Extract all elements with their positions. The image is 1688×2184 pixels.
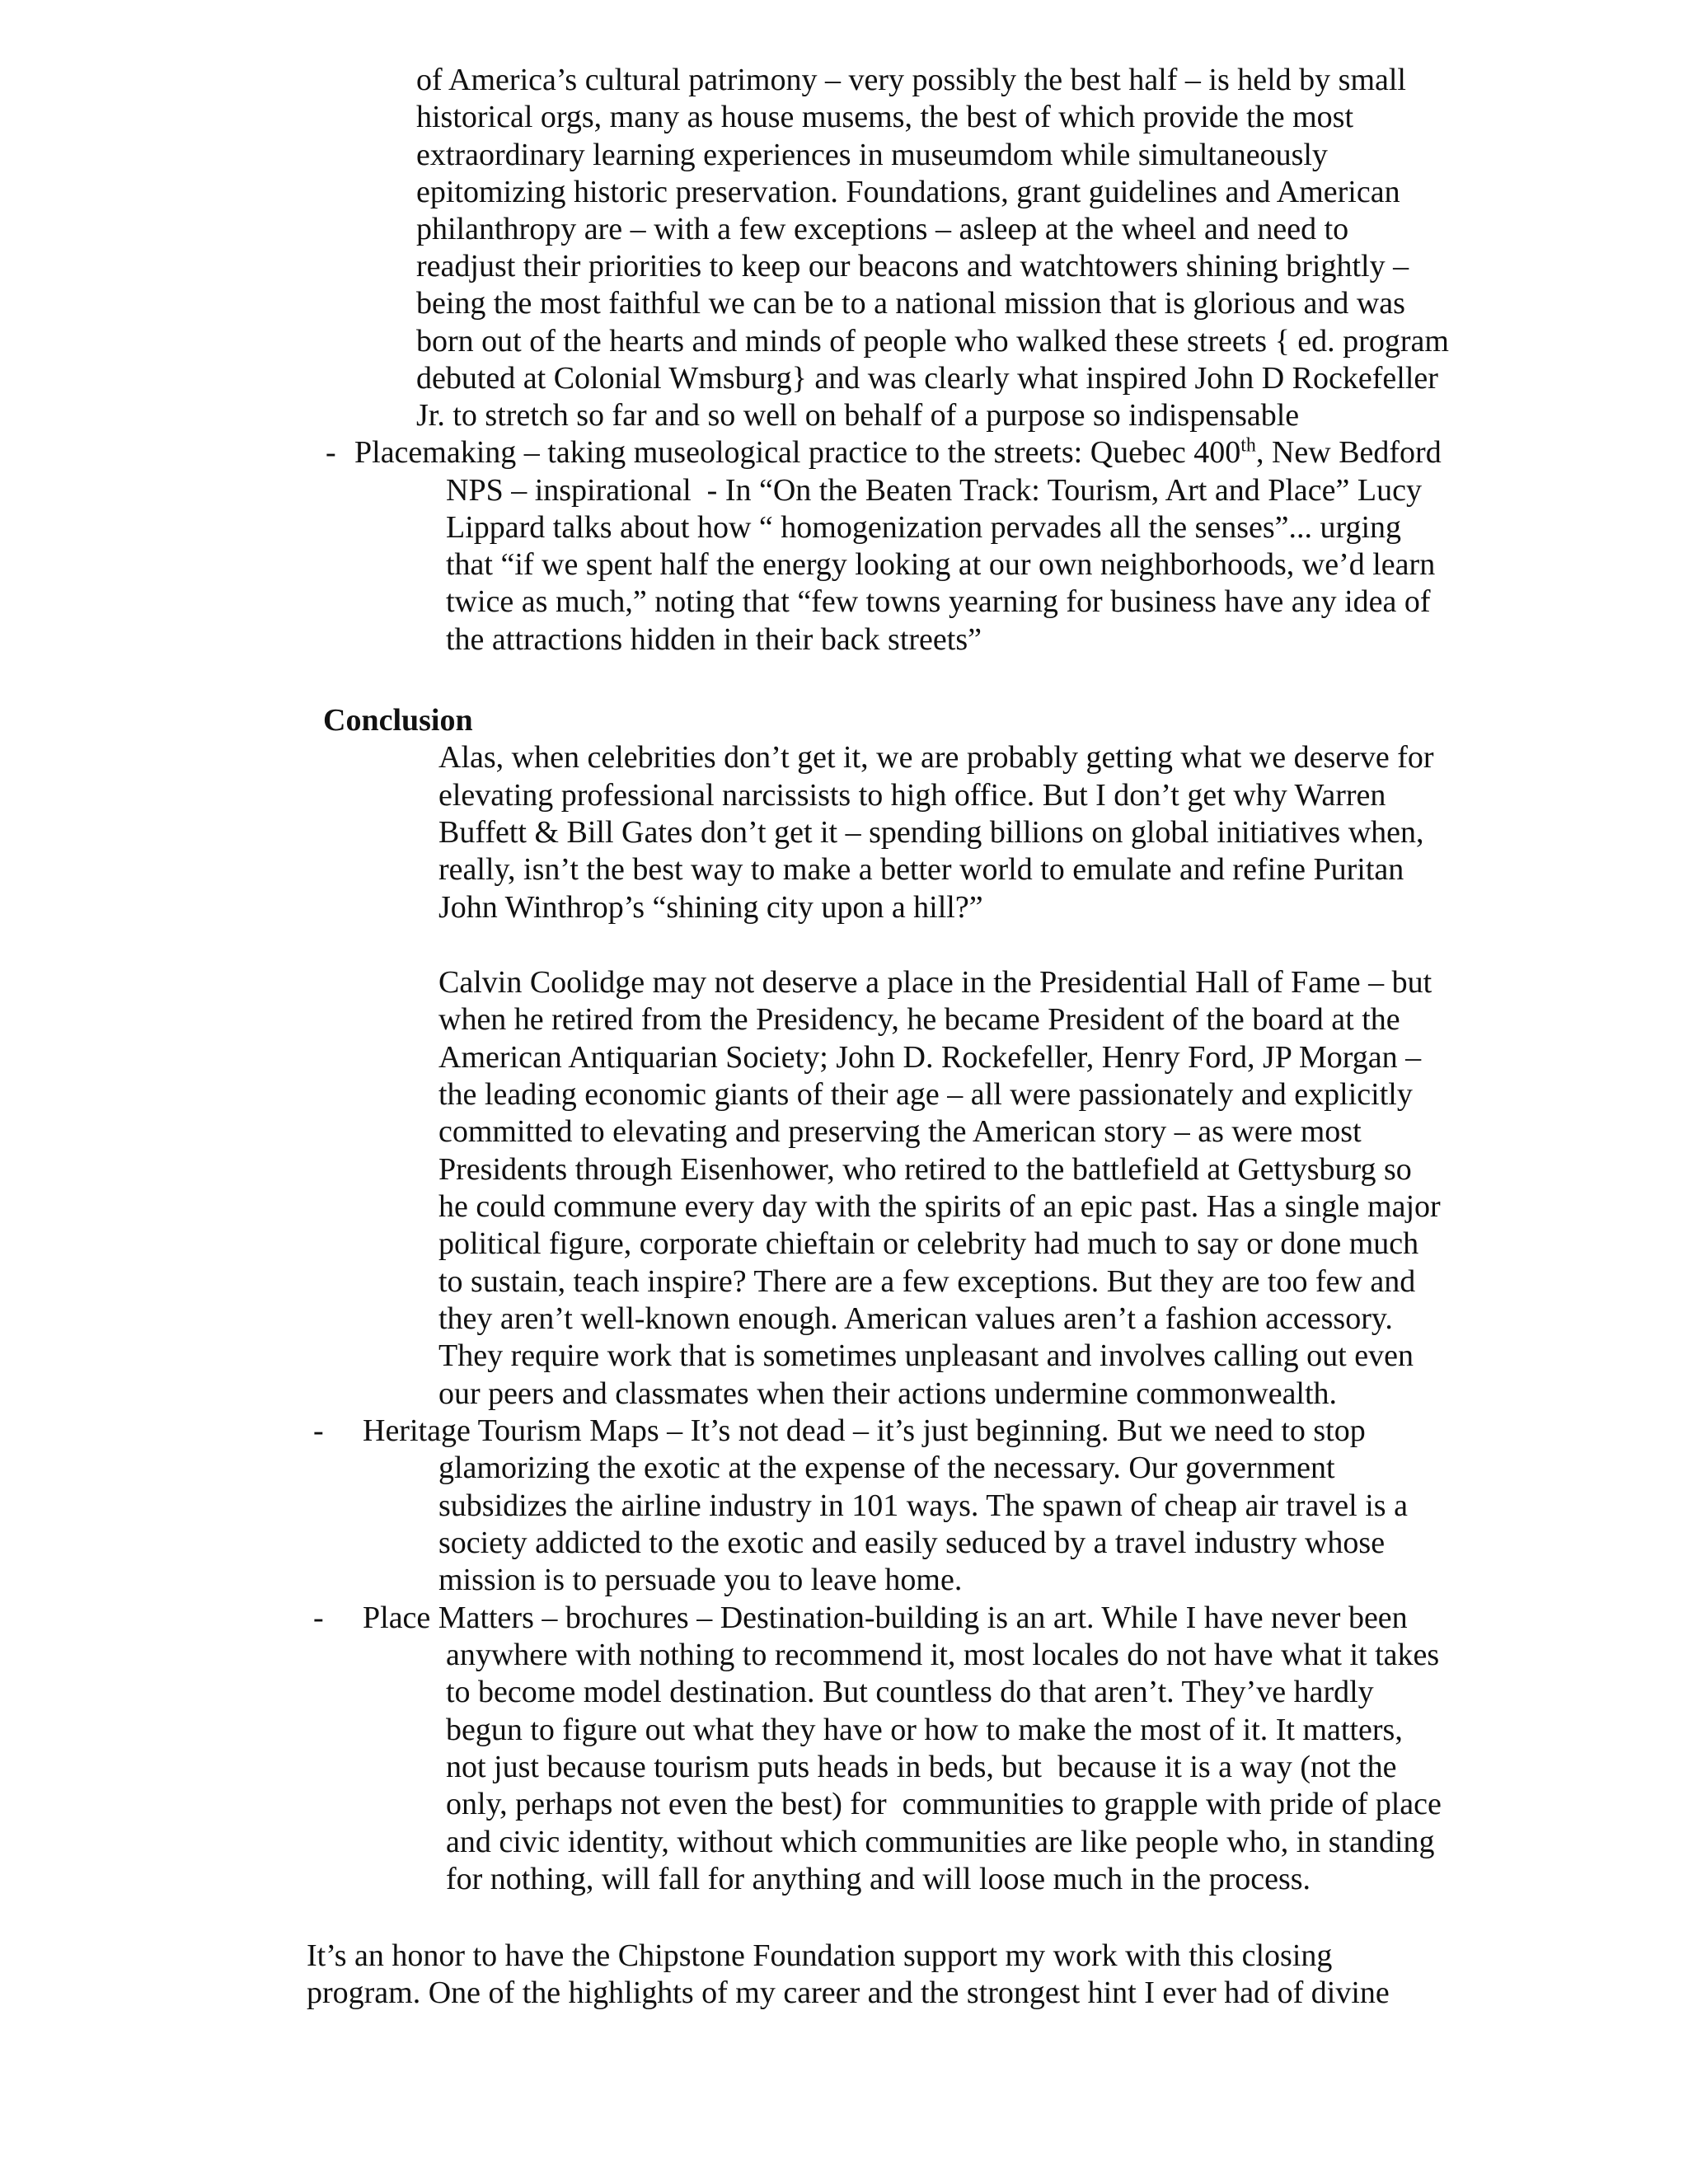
intro-line: extraordinary learning experiences in museumdom while simultaneously bbox=[416, 138, 1328, 172]
bullet-dash: - bbox=[313, 1601, 324, 1635]
conclusion-line: Buffett & Bill Gates don’t get it – spending billions on global initiatives when, bbox=[438, 815, 1424, 850]
conclusion-line: he could commune every day with the spirits of an epic past. Has a single major bbox=[438, 1189, 1441, 1224]
place-matters-line: begun to figure out what they have or how to make the most of it. It matters, bbox=[446, 1713, 1403, 1747]
placemaking-text-end: , New Bedford bbox=[1255, 435, 1442, 470]
conclusion-line: our peers and classmates when their actions undermine commonwealth. bbox=[438, 1376, 1338, 1411]
conclusion-line: They require work that is sometimes unpleasant and involves calling out even bbox=[438, 1338, 1414, 1373]
placemaking-text: Placemaking – taking museological practice to the streets: Quebec 400 bbox=[354, 435, 1241, 470]
heritage-line: society addicted to the exotic and easily seduced by a travel industry whose bbox=[438, 1526, 1386, 1560]
placemaking-line: twice as much,” noting that “few towns yearning for business have any idea of bbox=[446, 584, 1431, 619]
conclusion-line: the leading economic giants of their age – all were passionately and explicitly bbox=[438, 1077, 1413, 1112]
conclusion-line: really, isn’t the best way to make a better world to emulate and refine Puritan bbox=[438, 852, 1404, 887]
place-matters-first-line: Place Matters – brochures – Destination-building is an art. While I have never been bbox=[363, 1601, 1408, 1635]
placemaking-first-line bbox=[354, 434, 1442, 471]
place-matters-line: only, perhaps not even the best) for communities to grapple with pride of place bbox=[446, 1787, 1442, 1821]
place-matters-line: not just because tourism puts heads in beds, but because it is a way (not the bbox=[446, 1750, 1397, 1784]
conclusion-line: when he retired from the Presidency, he became President of the board at the bbox=[438, 1002, 1400, 1037]
placemaking-line: that “if we spent half the energy looking at our own neighborhoods, we’d learn bbox=[446, 547, 1436, 582]
heritage-line: glamorizing the exotic at the expense of the necessary. Our government bbox=[438, 1451, 1335, 1485]
intro-line: debuted at Colonial Wmsburg} and was clearly what inspired John D Rockefeller bbox=[416, 361, 1438, 396]
place-matters-line: to become model destination. But countless do that aren’t. They’ve hardly bbox=[446, 1675, 1374, 1709]
bullet-dash: - bbox=[326, 435, 336, 470]
placemaking-line: Lippard talks about how “ homogenization pervades all the senses”... urging bbox=[446, 510, 1402, 545]
place-matters-line: and civic identity, without which communities are like people who, in standing bbox=[446, 1825, 1435, 1859]
conclusion-line: American Antiquarian Society; John D. Rockefeller, Henry Ford, JP Morgan – bbox=[438, 1040, 1422, 1075]
heritage-line: mission is to persuade you to leave home. bbox=[438, 1563, 963, 1597]
placemaking-line: the attractions hidden in their back streets” bbox=[446, 622, 982, 657]
conclusion-line: Alas, when celebrities don’t get it, we are probably getting what we deserve for bbox=[438, 740, 1434, 775]
conclusion-line: political figure, corporate chieftain or celebrity had much to say or done much bbox=[438, 1226, 1419, 1261]
conclusion-heading: Conclusion bbox=[323, 703, 473, 738]
conclusion-line: Presidents through Eisenhower, who retired to the battlefield at Gettysburg so bbox=[438, 1152, 1412, 1187]
intro-line: of America’s cultural patrimony – very possibly the best half – is held by small bbox=[416, 63, 1406, 97]
conclusion-line: they aren’t well-known enough. American values aren’t a fashion accessory. bbox=[438, 1301, 1393, 1336]
intro-line: being the most faithful we can be to a national mission that is glorious and was bbox=[416, 286, 1405, 321]
place-matters-line: anywhere with nothing to recommend it, most locales do not have what it takes bbox=[446, 1638, 1440, 1672]
conclusion-line: to sustain, teach inspire? There are a few exceptions. But they are too few and bbox=[438, 1264, 1416, 1299]
bullet-dash: - bbox=[313, 1413, 324, 1448]
heritage-first-line: Heritage Tourism Maps – It’s not dead – it’s just beginning. But we need to stop bbox=[363, 1413, 1366, 1448]
place-matters-line: for nothing, will fall for anything and will loose much in the process. bbox=[446, 1862, 1311, 1896]
conclusion-line: elevating professional narcissists to high office. But I don’t get why Warren bbox=[438, 778, 1386, 813]
intro-line: Jr. to stretch so far and so well on behalf of a purpose so indispensable bbox=[416, 398, 1300, 433]
closing-line: It’s an honor to have the Chipstone Foundation support my work with this closing bbox=[307, 1938, 1333, 1973]
placemaking-superscript: th bbox=[1240, 434, 1256, 457]
intro-line: born out of the hearts and minds of people who walked these streets { ed. program bbox=[416, 324, 1449, 359]
intro-line: historical orgs, many as house musems, the best of which provide the most bbox=[416, 100, 1354, 134]
heritage-line: subsidizes the airline industry in 101 ways. The spawn of cheap air travel is a bbox=[438, 1488, 1408, 1523]
intro-line: philanthropy are – with a few exceptions – asleep at the wheel and need to bbox=[416, 212, 1349, 246]
intro-line: readjust their priorities to keep our beacons and watchtowers shining brightly – bbox=[416, 249, 1409, 284]
placemaking-line: NPS – inspirational - In “On the Beaten Track: Tourism, Art and Place” Lucy bbox=[446, 473, 1422, 508]
conclusion-line: Calvin Coolidge may not deserve a place in the Presidential Hall of Fame – but bbox=[438, 965, 1432, 1000]
intro-line: epitomizing historic preservation. Foundations, grant guidelines and American bbox=[416, 175, 1400, 209]
conclusion-line: committed to elevating and preserving the American story – as were most bbox=[438, 1114, 1362, 1149]
closing-line: program. One of the highlights of my career and the strongest hint I ever had of divine bbox=[307, 1975, 1390, 2010]
conclusion-line: John Winthrop’s “shining city upon a hill?” bbox=[438, 890, 983, 925]
